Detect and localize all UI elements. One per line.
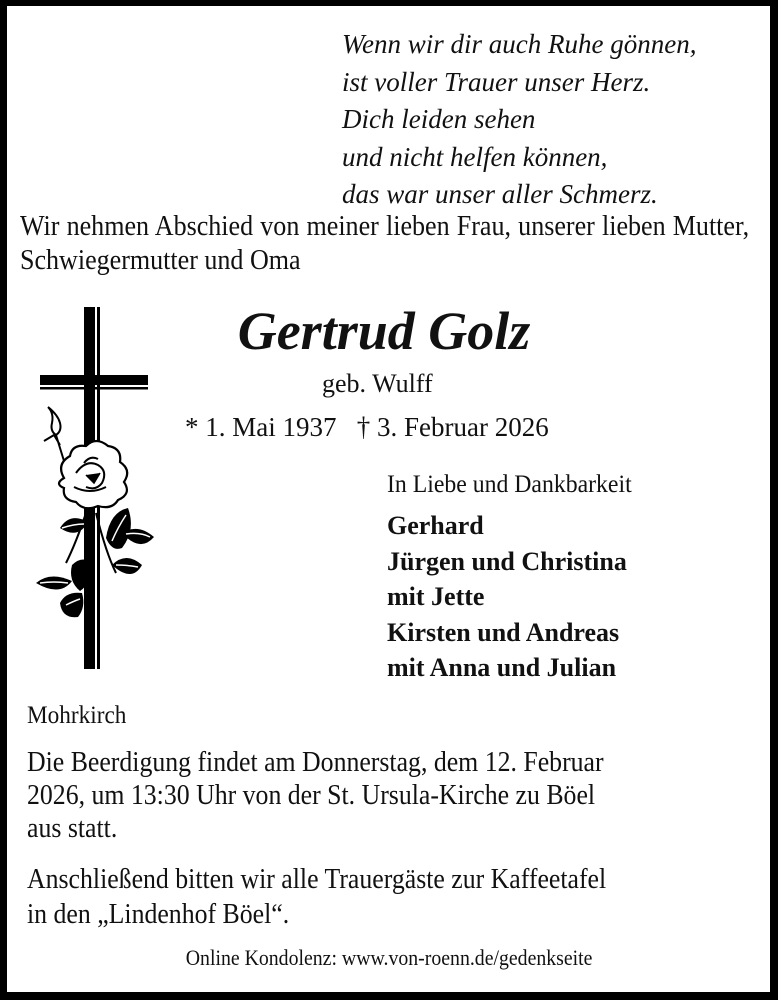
funeral-line: 2026, um 13:30 Uhr von der St. Ursula-Kirche zu Böel — [27, 780, 596, 811]
mourner-name: mit Jette — [387, 582, 485, 611]
poem-line: Dich leiden sehen — [342, 104, 536, 134]
poem-line: Wenn wir dir auch Ruhe gönnen, — [342, 29, 697, 59]
poem-line: und nicht helfen können, — [342, 141, 608, 172]
reception-line: in den „Lindenhof Böel“. — [27, 899, 290, 930]
place-name: Mohrkirch — [27, 702, 127, 729]
mourner-name: Gerhard — [387, 511, 484, 540]
birth-date: * 1. Mai 1937 — [185, 412, 337, 442]
mourners-heading: In Liebe und Dankbarkeit — [387, 471, 632, 498]
reception-details — [27, 862, 606, 932]
reception-line: Anschließend bitten wir alle Trauergäste zur Kaffeetafel — [27, 864, 607, 895]
mourner-name: mit Anna und Julian — [387, 653, 617, 682]
poem-line: das war unser aller Schmerz. — [342, 179, 658, 209]
death-date: † 3. Februar 2026 — [356, 412, 549, 442]
birth-name: geb. Wulff — [322, 369, 433, 398]
cross-with-rose-icon — [26, 303, 161, 673]
deceased-name: Gertrud Golz — [237, 301, 531, 361]
mourner-name: Kirsten und Andreas — [387, 617, 620, 647]
life-dates — [185, 410, 549, 444]
poem — [342, 26, 696, 214]
mourner-name: Jürgen und Christina — [387, 546, 627, 576]
mourners-list — [387, 508, 627, 686]
intro-text: Wir nehmen Abschied von meiner lieben Frau, unserer lieben Mutter, Schwiegermutter und Oma — [20, 211, 750, 276]
poem-line: ist voller Trauer unser Herz. — [342, 66, 651, 97]
funeral-line: Die Beerdigung findet am Donnerstag, dem 12. Februar — [27, 747, 604, 778]
funeral-line: aus statt. — [27, 813, 118, 844]
funeral-details — [27, 746, 751, 845]
online-condolence: Online Kondolenz: www.von-roenn.de/gedenkseite — [185, 945, 593, 970]
